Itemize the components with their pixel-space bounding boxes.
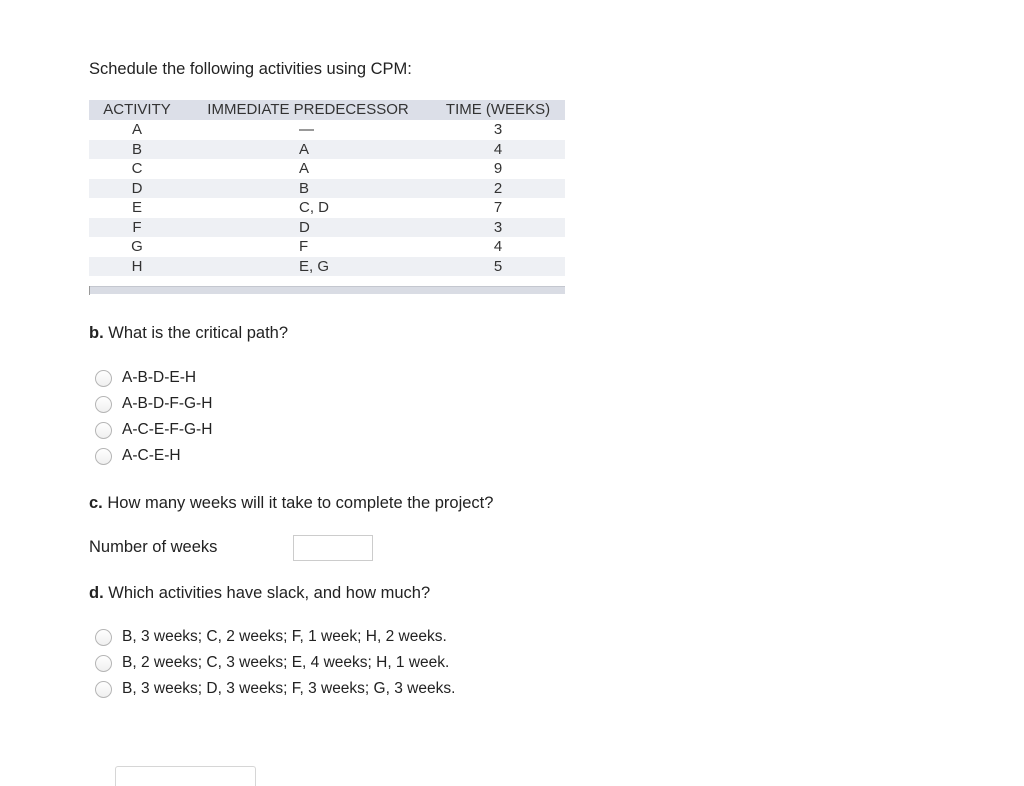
- header-predecessor: IMMEDIATE PREDECESSOR: [185, 100, 431, 120]
- critical-path-option-3[interactable]: [95, 419, 212, 441]
- activity-cell: E: [131, 199, 142, 216]
- critical-path-option-1[interactable]: [95, 367, 196, 389]
- time-cell: 4: [493, 238, 503, 255]
- table-row: [89, 140, 565, 160]
- question-d-text: Which activities have slack, and how much?: [108, 584, 431, 602]
- question-b-text: What is the critical path?: [108, 324, 289, 342]
- predecessor-cell: C, D: [299, 199, 329, 216]
- activity-cell: B: [89, 140, 185, 160]
- activities-table: [89, 100, 565, 276]
- radio-button[interactable]: [95, 655, 112, 672]
- question-c-text: How many weeks will it take to complete the project?: [107, 494, 494, 512]
- header-time: TIME (WEEKS): [431, 100, 565, 120]
- critical-path-option-2[interactable]: [95, 393, 212, 415]
- time-cell: 3: [493, 121, 503, 138]
- slack-option-3[interactable]: [95, 678, 455, 700]
- option-label: A-C-E-F-G-H: [122, 421, 213, 438]
- activity-cell: C: [131, 160, 143, 177]
- intro-text: Schedule the following activities using CPM:: [89, 60, 412, 78]
- question-d-prefix: d.: [89, 584, 104, 602]
- table-row: [89, 198, 565, 218]
- number-of-weeks-input[interactable]: [294, 536, 372, 560]
- predecessor-cell: F: [299, 238, 309, 255]
- radio-button[interactable]: [95, 448, 112, 465]
- option-label: B, 2 weeks; C, 3 weeks; E, 4 weeks; H, 1 week.: [122, 654, 450, 671]
- option-label: A-B-D-E-H: [122, 369, 197, 386]
- activity-cell: G: [131, 238, 143, 255]
- header-activity: ACTIVITY: [89, 100, 185, 120]
- table-header-row: [89, 100, 565, 120]
- time-cell: 3: [431, 218, 565, 238]
- activity-cell: H: [89, 257, 185, 277]
- slack-option-2[interactable]: [95, 652, 449, 674]
- time-cell: 9: [493, 160, 503, 177]
- activity-cell: F: [89, 218, 185, 238]
- table-footer-edge: [89, 286, 90, 295]
- table-row: [89, 257, 565, 277]
- option-label: A-C-E-H: [122, 447, 181, 464]
- radio-button[interactable]: [95, 681, 112, 698]
- table-row: [89, 179, 565, 199]
- predecessor-cell: A: [299, 140, 310, 158]
- option-label: B, 3 weeks; C, 2 weeks; F, 1 week; H, 2 weeks.: [122, 628, 447, 645]
- option-label: B, 3 weeks; D, 3 weeks; F, 3 weeks; G, 3 weeks.: [122, 680, 456, 697]
- question-c-prefix: c.: [89, 494, 103, 512]
- bottom-partial-control[interactable]: [115, 766, 256, 786]
- radio-button[interactable]: [95, 370, 112, 387]
- time-cell: 5: [431, 257, 565, 277]
- predecessor-cell: B: [299, 179, 310, 197]
- option-label: A-B-D-F-G-H: [122, 395, 213, 412]
- radio-button[interactable]: [95, 422, 112, 439]
- predecessor-cell: D: [299, 218, 310, 236]
- question-b-prefix: b.: [89, 324, 104, 342]
- table-row: [89, 237, 565, 257]
- table-row: [89, 120, 565, 140]
- radio-button[interactable]: [95, 396, 112, 413]
- predecessor-cell: E, G: [299, 257, 330, 275]
- number-of-weeks-label: Number of weeks: [89, 538, 218, 556]
- radio-button[interactable]: [95, 629, 112, 646]
- critical-path-option-4[interactable]: [95, 445, 181, 467]
- slack-option-1[interactable]: [95, 626, 447, 648]
- activity-cell: D: [89, 179, 185, 199]
- table-row: [89, 218, 565, 238]
- predecessor-cell: —: [299, 121, 314, 138]
- table-footer-bar: [89, 286, 565, 294]
- question-b: [89, 324, 288, 343]
- predecessor-cell: A: [299, 160, 310, 177]
- time-cell: 4: [431, 140, 565, 160]
- number-of-weeks-field[interactable]: [293, 535, 373, 561]
- time-cell: 2: [431, 179, 565, 199]
- question-c: [89, 494, 493, 513]
- activity-cell: A: [131, 121, 142, 138]
- time-cell: 7: [493, 199, 503, 216]
- table-row: [89, 159, 565, 179]
- question-d: [89, 584, 430, 603]
